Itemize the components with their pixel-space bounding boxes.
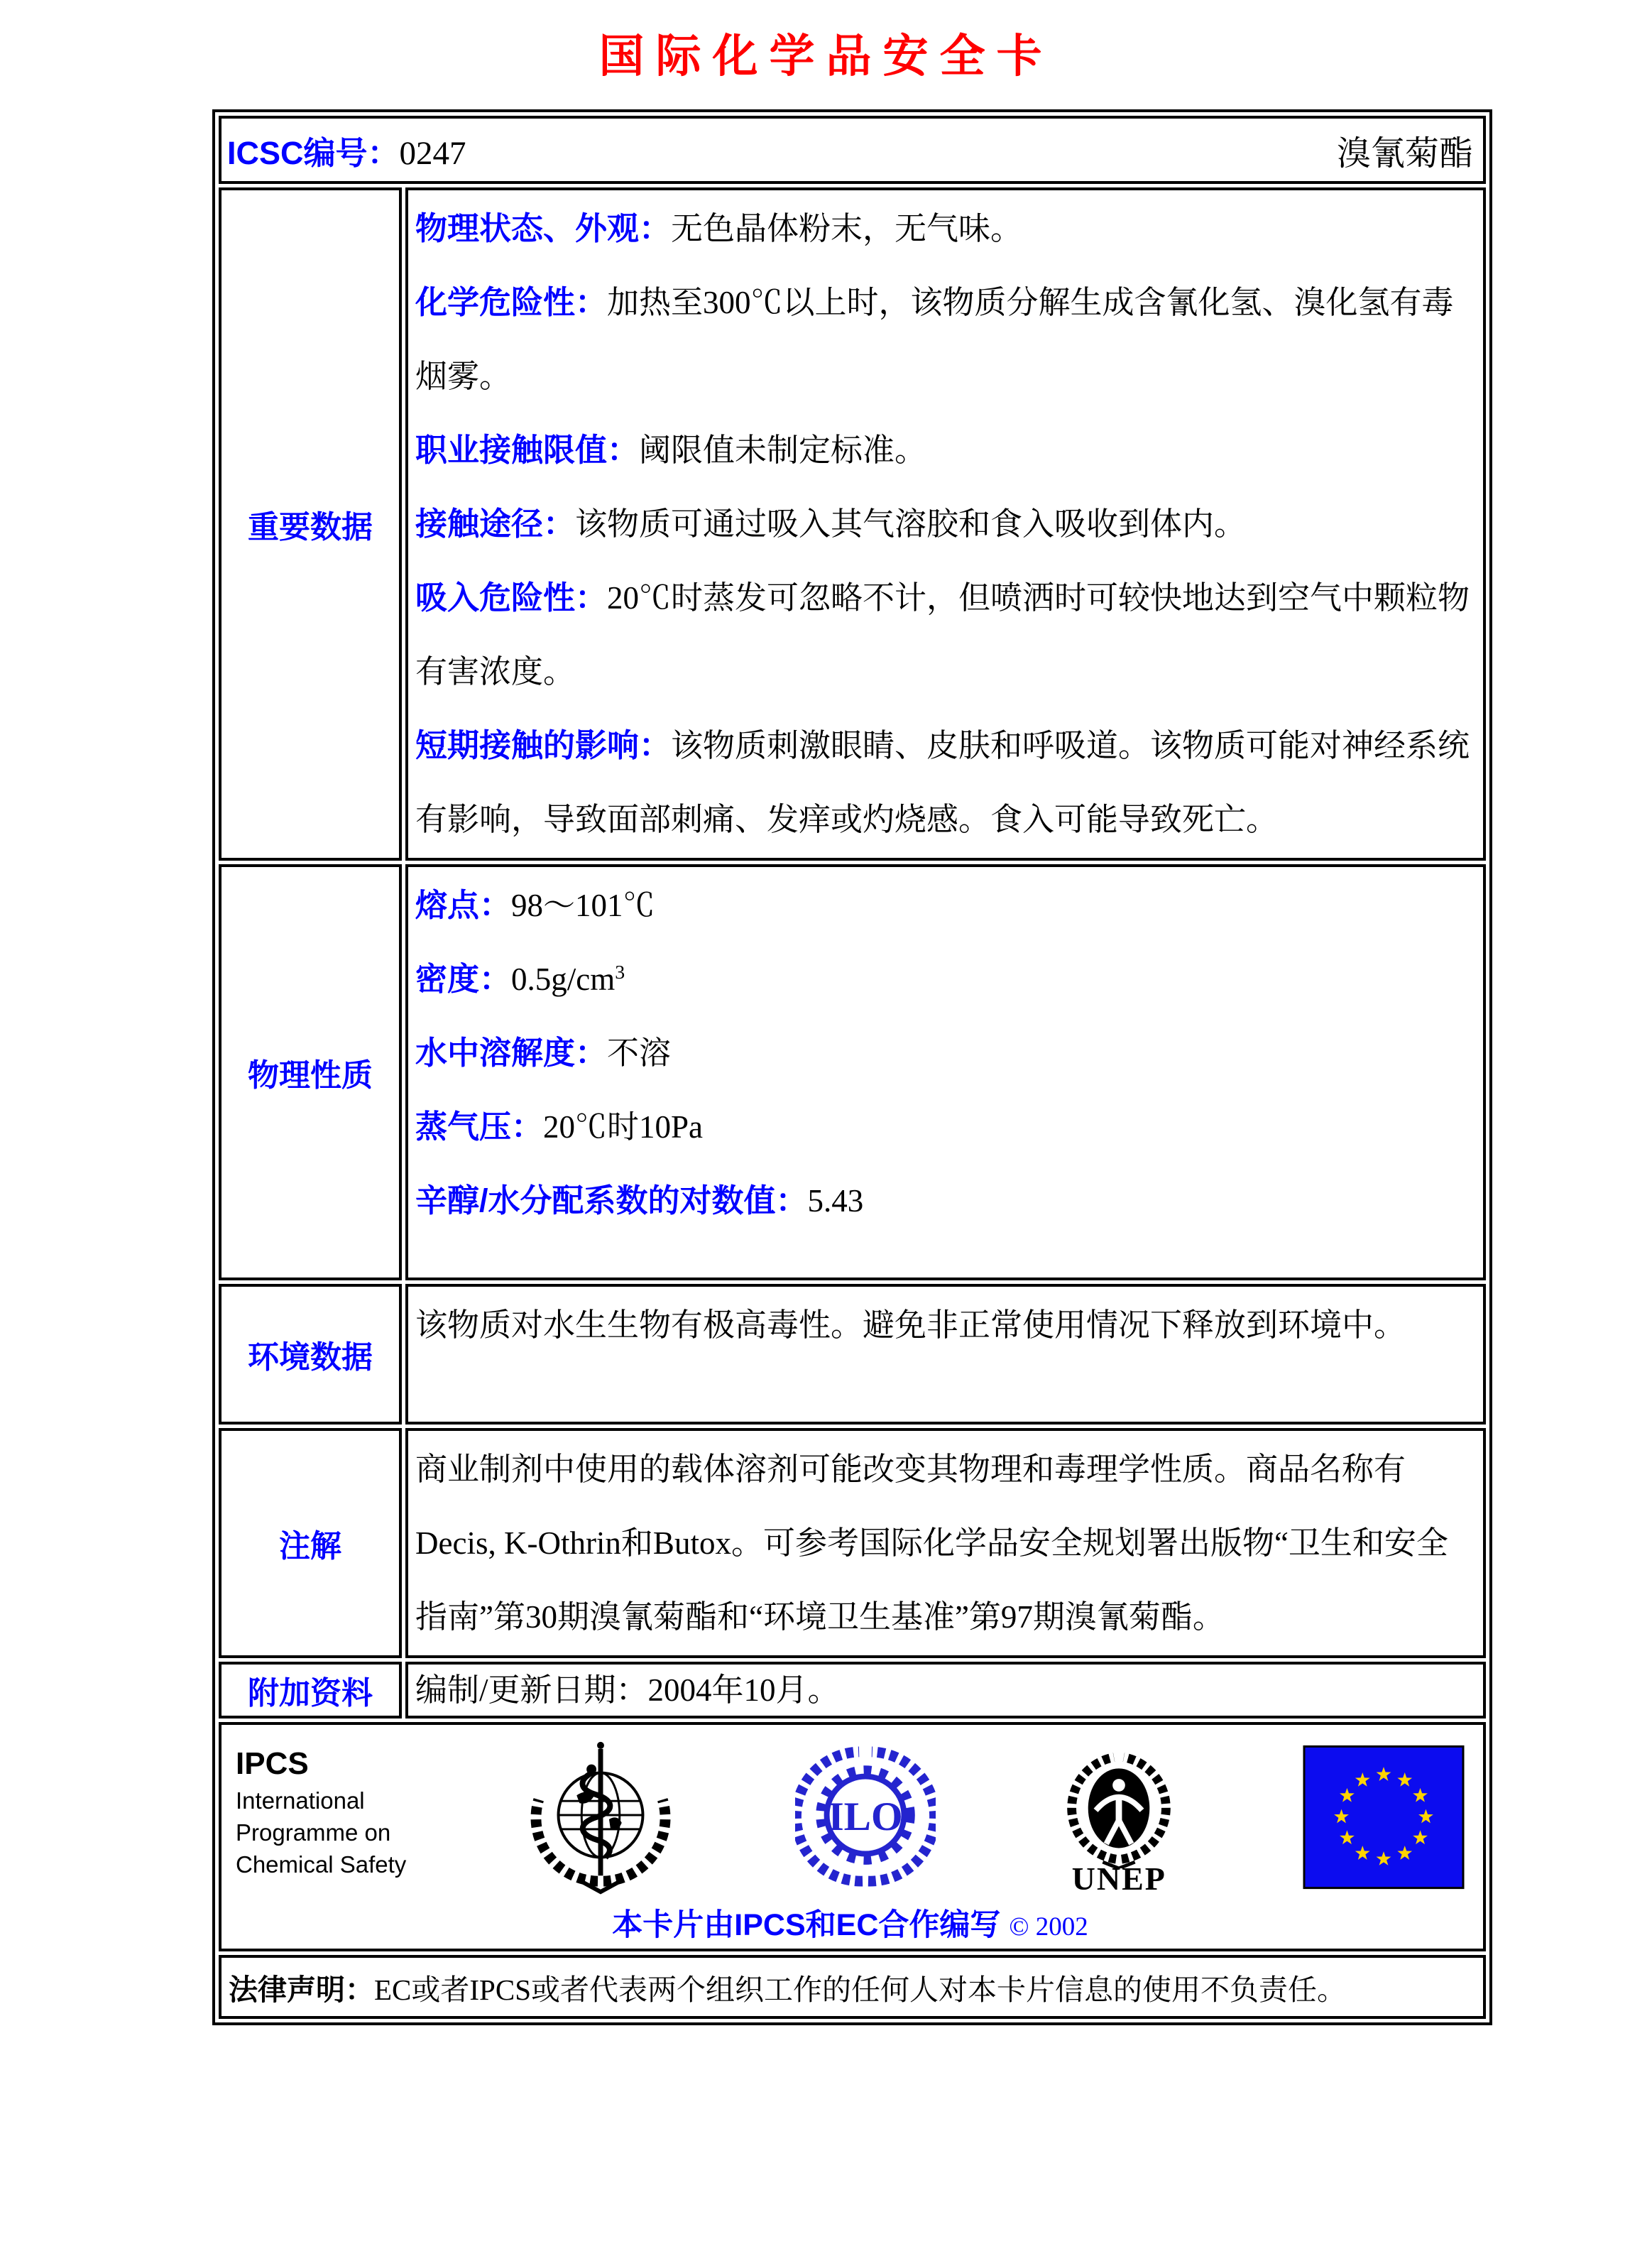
property-label: 密度： (415, 961, 512, 997)
data-line (415, 1164, 1477, 1238)
who-emblem-icon (530, 1736, 672, 1898)
section-label-text: 物理性质 (248, 1058, 373, 1093)
property-value: 阈限值未制定标准。 (639, 432, 927, 468)
safety-card (212, 109, 1492, 2025)
property-value: 0.5g/cm (511, 962, 616, 997)
data-line: 该物质对水生生物有极高毒性。避免非正常使用情况下释放到环境中。 (415, 1307, 1406, 1343)
property-value: 该物质刺激眼睛、皮肤和呼吸道。该物质可能对神经系统有影响，导致面部刺痛、发痒或灼烧感。食入可能导致死亡。 (415, 728, 1470, 837)
page-title: 国际化学品安全卡 (598, 31, 1054, 82)
section-label-physical-properties (219, 864, 402, 1280)
property-value: 加热至300℃以上时，该物质分解生成含氰化氢、溴化氢有毒烟雾。 (415, 285, 1454, 394)
data-line (415, 709, 1477, 856)
environmental-data-content (405, 1284, 1486, 1425)
unep-block (1059, 1739, 1179, 1895)
additional-info-row (219, 1662, 1486, 1718)
property-label: 接触途径： (415, 506, 576, 542)
unep-emblem-icon (1059, 1739, 1179, 1868)
icsc-number-group (227, 127, 466, 173)
section-label-important-data (219, 187, 402, 861)
physical-properties-row (219, 864, 1486, 1280)
copyright-text: 本卡片由IPCS和EC合作编写 (612, 1908, 1001, 1942)
chemical-name: 溴氰菊酯 (1336, 134, 1473, 173)
legal-label: 法律声明： (229, 1973, 374, 2006)
important-data-content (405, 187, 1486, 861)
ipcs-line: Programme on (236, 1819, 391, 1846)
header-row (219, 116, 1486, 184)
logos-strip (236, 1735, 1465, 1900)
ipcs-line: Chemical Safety (236, 1851, 407, 1878)
section-label-environmental-data (219, 1284, 402, 1425)
section-label-text: 注解 (279, 1529, 341, 1564)
data-line (415, 192, 1477, 266)
section-label-text: 环境数据 (248, 1340, 373, 1375)
property-label: 化学危险性： (415, 284, 608, 320)
data-line: 编制/更新日期：2004年10月。 (415, 1672, 840, 1708)
property-value: 该物质可通过吸入其气溶胶和食入吸收到体内。 (575, 506, 1247, 542)
environmental-data-row (219, 1284, 1486, 1425)
property-label: 物理状态、外观： (415, 210, 672, 246)
ilo-wordmark: ILO (827, 1794, 903, 1839)
property-value: 20℃时蒸发可忽略不计，但喷洒时可较快地达到空气中颗粒物有害浓度。 (415, 580, 1470, 690)
eu-flag-icon (1303, 1745, 1465, 1890)
property-label: 水中溶解度： (415, 1035, 608, 1071)
property-value: 5.43 (807, 1183, 864, 1219)
unep-wordmark: UNEP (1071, 1861, 1166, 1897)
property-label: 短期接触的影响： (415, 727, 672, 763)
data-line (415, 1090, 1477, 1164)
notes-content (405, 1428, 1486, 1658)
property-label: 吸入危险性： (415, 579, 608, 616)
physical-properties-content (405, 864, 1486, 1280)
property-label: 辛醇/水分配系数的对数值： (415, 1182, 808, 1219)
data-line (415, 266, 1477, 413)
section-label-text: 附加资料 (248, 1676, 373, 1711)
ipcs-acronym: IPCS (236, 1746, 309, 1781)
additional-info-content (405, 1662, 1486, 1718)
property-label: 熔点： (415, 887, 512, 923)
section-label-notes (219, 1428, 402, 1658)
legal-text: EC或者IPCS或者代表两个组织工作的任何人对本卡片信息的使用不负责任。 (374, 1973, 1346, 2006)
density-superscript: 3 (615, 962, 625, 984)
data-line (415, 413, 1477, 487)
header-cell (219, 116, 1486, 184)
ilo-emblem-icon (795, 1736, 936, 1898)
icsc-number-label: ICSC编号： (227, 134, 400, 171)
important-data-row (219, 187, 1486, 861)
data-line (415, 1016, 1477, 1090)
copyright-year: © 2002 (1009, 1912, 1088, 1941)
ipcs-text-block (236, 1735, 406, 1880)
data-line (415, 942, 1477, 1016)
property-label: 蒸气压： (415, 1109, 544, 1145)
copyright-line (236, 1901, 1465, 1944)
section-label-additional-info (219, 1662, 402, 1718)
data-line (415, 561, 1477, 709)
data-line: 商业制剂中使用的载体溶剂可能改变其物理和毒理学性质。商品名称有Decis, K-Othrin和Butox。可参考国际化学品安全规划署出版物“卫生和安全指南”第30期溴氰菊酯和“环境卫生基准”第97期溴氰菊酯。 (415, 1451, 1448, 1635)
section-label-text: 重要数据 (248, 510, 373, 545)
property-label: 职业接触限值： (415, 432, 640, 468)
property-value: 无色晶体粉末，无气味。 (671, 211, 1023, 246)
notes-row (219, 1428, 1486, 1658)
logos-cell (219, 1722, 1486, 1951)
property-value: 20℃时10Pa (543, 1109, 704, 1145)
property-value: 不溶 (607, 1035, 672, 1071)
legal-cell (219, 1955, 1486, 2019)
property-value: 98～101℃ (511, 888, 655, 923)
legal-row (219, 1955, 1486, 2019)
logos-row (219, 1722, 1486, 1951)
data-line (415, 487, 1477, 561)
icsc-number-value: 0247 (399, 134, 466, 172)
ipcs-line: International (236, 1787, 365, 1814)
data-line (415, 868, 1477, 942)
